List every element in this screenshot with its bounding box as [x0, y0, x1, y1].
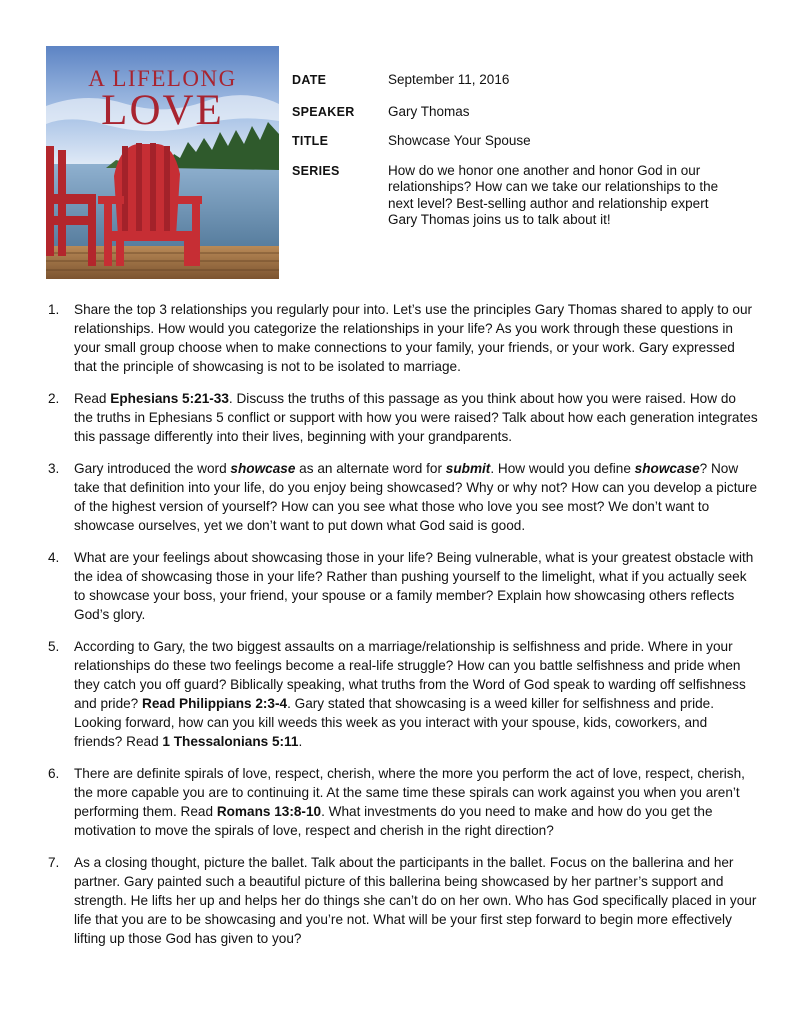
- question-text-segment: . What investments do you need to make and how do you get the motivation to move the spirals of love, respect and cherish in the right direction?: [74, 804, 713, 839]
- question-number: 5.: [48, 638, 60, 654]
- discussion-questions: [48, 300, 758, 961]
- question-number: 6.: [48, 765, 60, 781]
- cover-title-line2: LOVE: [101, 87, 224, 134]
- question-item: [48, 764, 758, 840]
- question-text-segment: What are your feelings about showcasing those in your life? Being vulnerable, what is your greatest obstacle with the idea of showcasing those in your life? Rather than pushing yourself to the limelight, what if you actually seek to showcase your boss, your friend, your spouse or a family member? Explain how showcasing others reflects God’s glory.: [74, 549, 754, 623]
- scripture-reference: Read Philippians 2:3-4: [142, 696, 288, 712]
- title-value: Showcase Your Spouse: [388, 133, 531, 148]
- scripture-reference: Ephesians 5:21-33: [110, 390, 229, 406]
- question-text-segment: According to Gary, the two biggest assaults on a marriage/relationship is selfishness and pride. Where in your relationships do these two feelings become a real-life struggle? How can you battle selfishness and pride when they catch you off guard? Biblically speaking, what truths from the Word of God speak to warding off selfishness and pride?: [74, 638, 746, 712]
- cover-image: [46, 46, 279, 279]
- meta-title-row: [292, 133, 732, 150]
- question-text-segment: .: [298, 734, 303, 750]
- question-text: [74, 459, 758, 535]
- scripture-reference: Romans 13:8-10: [216, 804, 322, 820]
- meta-speaker-row: [292, 104, 732, 121]
- question-number: 3.: [48, 460, 60, 476]
- question-number: 7.: [48, 854, 60, 870]
- question-text: [74, 389, 758, 446]
- meta-series-row: [292, 163, 732, 229]
- series-label: SERIES: [292, 163, 340, 178]
- question-text: [74, 637, 758, 752]
- question-number: 1.: [48, 302, 60, 317]
- question-text-segment: Gary introduced the word: [74, 460, 231, 476]
- meta-date-row: [292, 72, 732, 89]
- question-item: [48, 637, 758, 752]
- emphasis-text: showcase: [634, 460, 700, 476]
- question-text: [74, 300, 758, 376]
- scripture-reference: 1 Thessalonians 5:11: [162, 734, 299, 750]
- question-text-segment: . How would you define: [490, 460, 635, 476]
- date-value: September 11, 2016: [388, 72, 510, 87]
- emphasis-text: submit: [445, 460, 491, 476]
- question-item: [48, 300, 758, 376]
- question-text: [74, 764, 758, 840]
- date-label: DATE: [292, 73, 327, 87]
- cover-title-line1: A LIFELONG: [88, 66, 237, 91]
- question-text-segment: Read: [74, 390, 111, 406]
- question-text-segment: ? Now take that definition into your life, do you enjoy being showcased? Why or why not? How can you develop a picture of the highest version of yourself? How can you see what those who love you see most? We don’t want to showcase ourselves, yet we don’t want to put down what God said is good.: [74, 460, 758, 534]
- series-value: How do we honor one another and honor God in our relationships? How can we take our relationships to the next level? Best-selling author and relationship expert Gary Thomas joins us to talk about it!: [388, 162, 719, 227]
- emphasis-text: showcase: [230, 460, 296, 476]
- question-text-segment: . Discuss the truths of this passage as you think about how you were raised. How do the truths in Ephesians 5 conflict or support with how you were raised? Talk about how each generation integrates this passage differently into their lives, beginning with your grandparents.: [74, 390, 758, 445]
- speaker-label: SPEAKER: [292, 104, 355, 119]
- question-text-segment: As a closing thought, picture the ballet. Talk about the participants in the ballet. Focus on the ballerina and her partner. Gary painted such a beautiful picture of this ballerina being showcased by her partner’s support and strength. He lifts her up and helps her do things she can’t do on her own. Who has God specifically placed in your life that you are to be showcasing and you’re not. What will be your first step forward to begin more effectively lifting up those God has given to you?: [74, 854, 757, 947]
- question-item: [48, 459, 758, 535]
- question-item: [48, 853, 758, 948]
- question-number: 2.: [48, 390, 60, 406]
- speaker-value: Gary Thomas: [388, 103, 470, 119]
- question-text: [74, 853, 758, 948]
- question-text: [74, 548, 758, 624]
- question-text-segment: as an alternate word for: [295, 460, 446, 476]
- question-item: [48, 389, 758, 446]
- question-item: [48, 548, 758, 624]
- question-number: 4.: [48, 549, 60, 565]
- title-label: TITLE: [292, 134, 329, 148]
- question-text-segment: . Gary stated that showcasing is a weed killer for selfishness and pride. Looking forward, how can you kill weeds this week as you interact with your spouse, kids, coworkers, and friends? Read: [74, 696, 714, 750]
- question-text-segment: There are definite spirals of love, respect, cherish, where the more you perform the act of love, respect, cherish, the more capable you are to continuing it. At the same time these spirals can work against you when you aren’t performing them. Read: [74, 765, 745, 820]
- sermon-meta: [292, 72, 732, 242]
- question-text-segment: Share the top 3 relationships you regularly pour into. Let’s use the principles Gary Thomas shared to apply to our relationships. How would you categorize the relationships in your life? As you work through these questions in your small group choose when to make connections to your family, your friends, or your work. Gary expressed that the principle of showcasing is not to be isolated to marriage.: [74, 302, 753, 375]
